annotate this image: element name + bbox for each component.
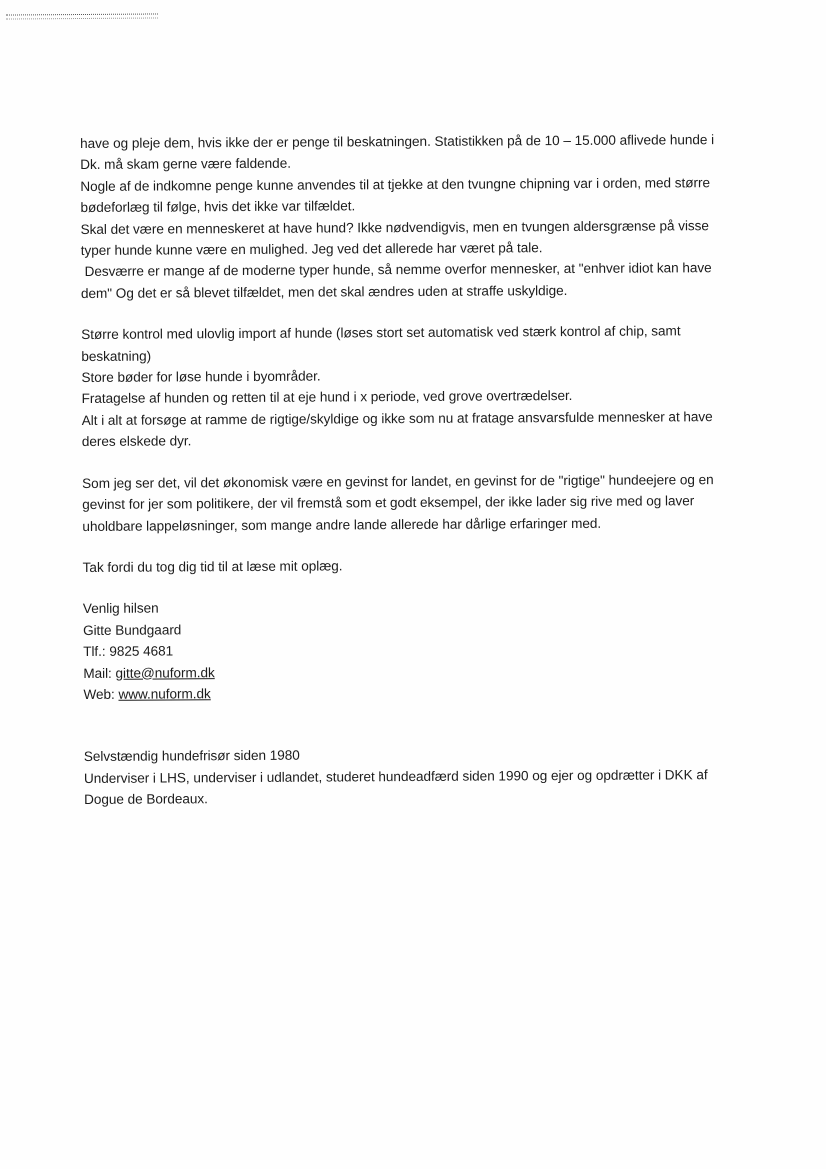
phone-label: Tlf.: (83, 643, 110, 660)
greeting: Venlig hilsen (82, 600, 159, 617)
text-line: bødeforlæg til følge, hvis det ikke var tilfældet. (80, 198, 356, 216)
text-line: deres elskede dyr. (81, 433, 192, 450)
text-line: Som jeg ser det, vil det økonomisk være en gevinst for landet, en gevinst for de "rigtige" hundeejere og en (82, 471, 714, 491)
text-line: Alt i alt at forsøge at ramme de rigtige/skyldige og ikke som nu at fratage ansvarsfulde mennesker at have (81, 409, 713, 428)
text-line: Dogue de Bordeaux. (84, 791, 208, 808)
text-line: beskatning) (81, 348, 152, 364)
text-line: typer hunde kunne være en mulighed. Jeg ved det allerede har været på tale. (80, 240, 543, 259)
paragraph-dog-care (80, 129, 751, 304)
bio-block (84, 742, 754, 810)
signature-block (83, 594, 754, 705)
text-line: Selvstændig hundefrisør siden 1980 (83, 748, 300, 765)
thanks-line: Tak fordi du tog dig tid til at læse mit oplæg. (82, 558, 343, 575)
text-line: Nogle af de indkomne penge kunne anvendes til at tjekke at den tvungne chipning var i orden, med større (80, 174, 710, 194)
letter-body (80, 129, 754, 811)
scan-artifact-line (6, 13, 158, 19)
text-line: Fratagelse af hunden og retten til at eje hund i x periode, ved grove overtrædelser. (81, 388, 573, 407)
web-label: Web: (83, 686, 119, 702)
sender-name: Gitte Bundgaard (82, 622, 182, 638)
paragraph-gap (83, 701, 753, 746)
text-line: Store bøder for løse hunde i byområder. (81, 368, 321, 386)
website-link[interactable]: www.nuform.dk (118, 686, 211, 702)
text-line: Større kontrol med ulovlig import af hunde (løses stort set automatisk ved stærk kontrol af chip, samt (81, 323, 681, 343)
text-line: dem" Og det er så blevet tilfældet, men det skal ændres uden at straffe uskyldige. (80, 282, 568, 301)
text-line: Desværre er mange af de moderne typer hunde, så nemme overfor mennesker, at "enhver idiot kan have (80, 260, 712, 280)
paragraph-control-measures (81, 320, 752, 453)
email-link[interactable]: gitte@nuform.dk (115, 664, 215, 681)
phone-number: 9825 4681 (109, 643, 174, 659)
text-line: Underviser i LHS, underviser i udlandet, studeret hundeadfærd siden 1990 og ejer og opdrætter i DKK af (83, 766, 708, 786)
text-line: have og pleje dem, hvis ikke der er penge til beskatningen. Statistikken på de 10 – 15.000 aflivede hunde i (80, 132, 715, 151)
text-line: gevinst for jer som politikere, der vil fremstå som et godt eksempel, der ikke lader sig rive med og laver (82, 493, 695, 513)
text-line: Dk. må skam gerne være faldende. (80, 156, 291, 173)
paragraph-conclusion (82, 469, 752, 537)
mail-label: Mail: (83, 665, 116, 681)
text-line: Skal det være en menneskeret at have hund? Ikke nødvendigvis, men en tvungen aldersgrænse på visse (80, 217, 709, 237)
text-line: uholdbare lappeløsninger, som mange andre lande allerede har dårlige erfaringer med. (82, 515, 602, 534)
